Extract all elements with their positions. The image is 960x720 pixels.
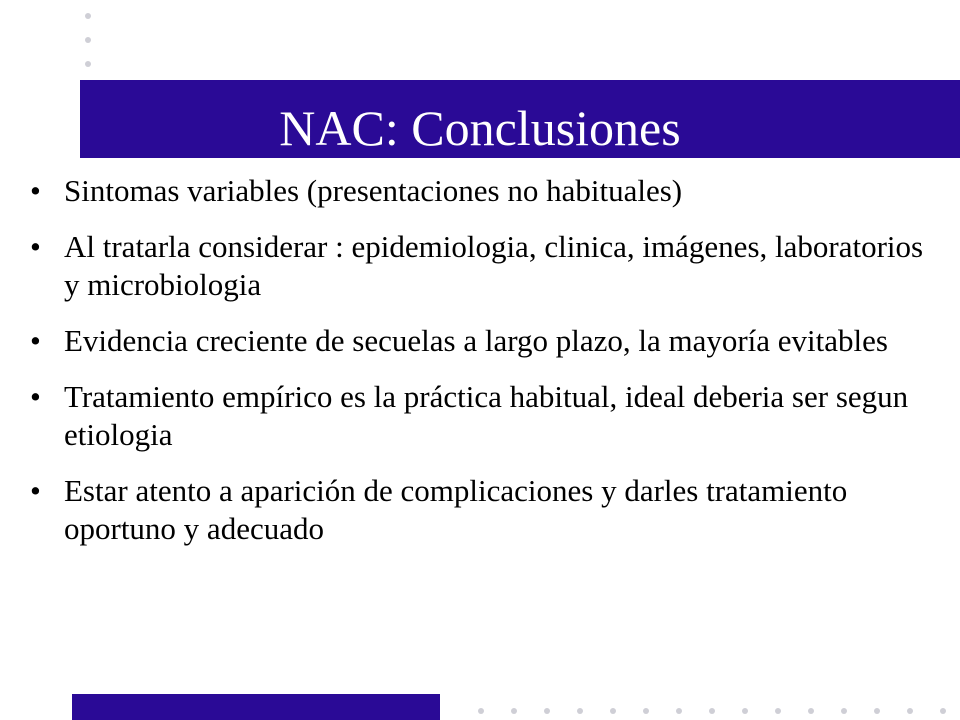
- bullet-text: Al tratarla considerar : epidemiologia, clinica, imágenes, laboratorios y microbiologia: [64, 229, 924, 302]
- decor-dot: [841, 708, 847, 714]
- decor-dot: [643, 708, 649, 714]
- decor-dot: [709, 708, 715, 714]
- bullet-item: [30, 228, 940, 304]
- bullet-mark: •: [30, 229, 41, 264]
- decor-dot: [577, 708, 583, 714]
- decor-dot: [85, 61, 91, 67]
- decor-dot: [676, 708, 682, 714]
- decor-dot: [940, 708, 946, 714]
- decor-dot: [907, 708, 913, 714]
- slide-title: NAC: Conclusiones: [279, 100, 681, 156]
- decor-dot: [742, 708, 748, 714]
- bullet-item: [30, 378, 940, 454]
- bullet-text: Estar atento a aparición de complicaciones y darles tratamiento oportuno y adecuado: [64, 473, 848, 546]
- bullet-mark: •: [30, 323, 41, 358]
- bottom-accent-bar: [72, 694, 440, 720]
- bullet-mark: •: [30, 473, 41, 508]
- bullet-list: [30, 172, 940, 566]
- bullet-mark: •: [30, 379, 41, 414]
- decor-dot: [85, 13, 91, 19]
- bullet-text: Evidencia creciente de secuelas a largo plazo, la mayoría evitables: [64, 323, 888, 358]
- decor-dot: [874, 708, 880, 714]
- decor-dot: [544, 708, 550, 714]
- bullet-text: Sintomas variables (presentaciones no habituales): [64, 173, 683, 208]
- decor-dot: [478, 708, 484, 714]
- bullet-mark: •: [30, 173, 41, 208]
- bullet-text: Tratamiento empírico es la práctica habitual, ideal deberia ser segun etiologia: [64, 379, 909, 452]
- bullet-item: [30, 472, 940, 548]
- bullet-item: [30, 172, 940, 210]
- decor-dot: [85, 37, 91, 43]
- decor-dot: [610, 708, 616, 714]
- bullet-item: [30, 322, 940, 360]
- decor-dot: [808, 708, 814, 714]
- decor-dot: [511, 708, 517, 714]
- decor-dot: [775, 708, 781, 714]
